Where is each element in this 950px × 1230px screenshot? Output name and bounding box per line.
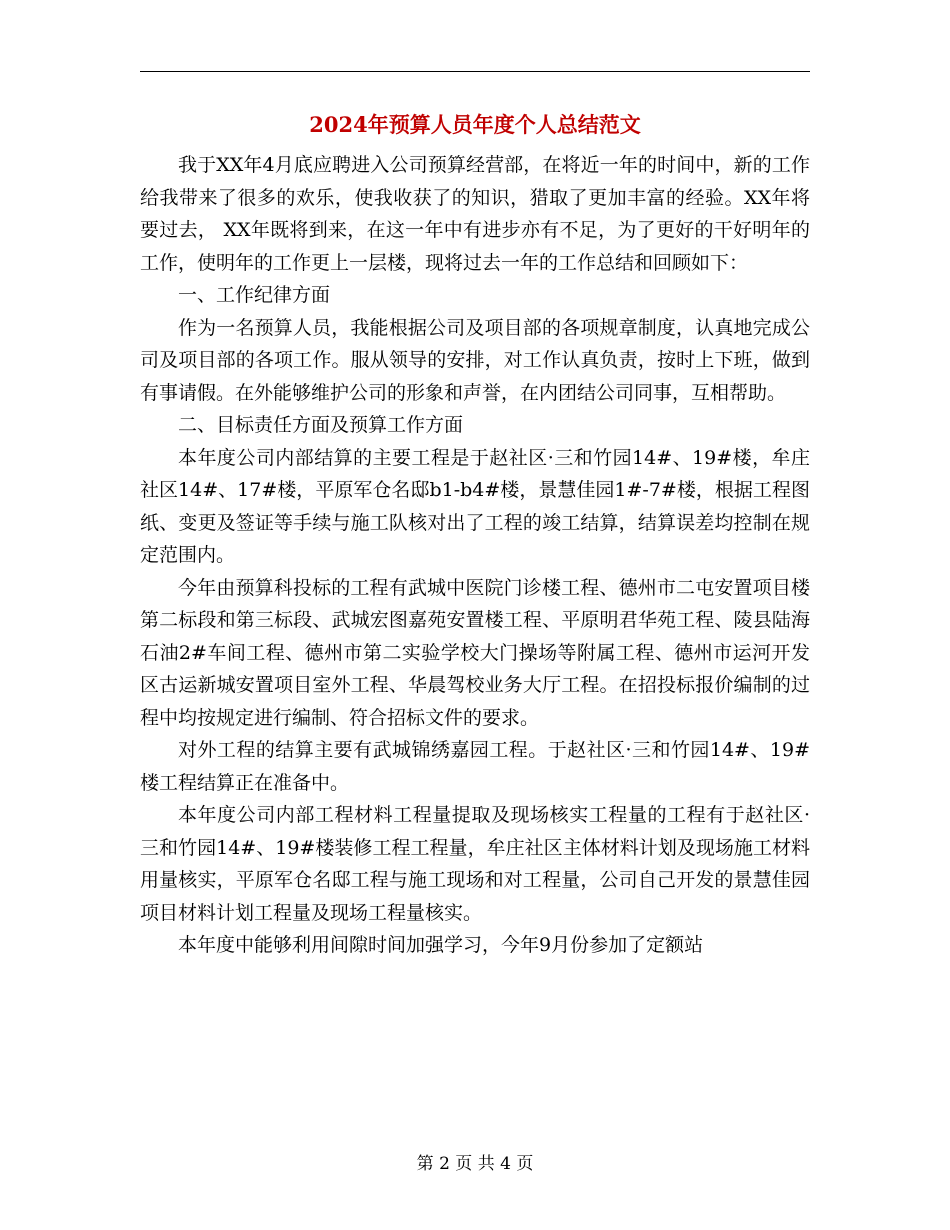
page-footer: 第 2 页 共 4 页 (416, 1154, 534, 1174)
section-heading-target-responsibility: 二、目标责任方面及预算工作方面 (178, 414, 464, 436)
document-title: 2024年预算人员年度个人总结范文 (309, 112, 641, 137)
paragraph-material-quantities: 本年度公司内部工程材料工程量提取及现场核实工程量的工程有于赵社区·三和竹园14#、19#楼装修工程工程量，牟庄社区主体材料计划及现场施工材料用量核实，平原军仓名邸工程与施工现场和对工程量，公司自己开发的景慧佳园项目材料计划工程量及现场工程量核实。 (140, 804, 810, 924)
paragraph-internal-settlement: 本年度公司内部结算的主要工程是于赵社区·三和竹园14#、19#楼，牟庄社区14#、17#楼，平原军仓名邸b1-b4#楼，景慧佳园1#-7#楼，根据工程图纸、变更及签证等手续与施工队核对出了工程的竣工结算，结算误差均控制在规定范围内。 (140, 446, 810, 566)
paragraph-work-discipline: 作为一名预算人员，我能根据公司及项目部的各项规章制度，认真地完成公司及项目部的各项工作。服从领导的安排，对工作认真负责，按时上下班，做到有事请假。在外能够维护公司的形象和声誉，在内团结公司同事，互相帮助。 (140, 316, 810, 404)
header-rule (140, 71, 810, 72)
paragraph-external-settlement: 对外工程的结算主要有武城锦绣嘉园工程。于赵社区·三和竹园14#、19#楼工程结算正在准备中。 (140, 739, 810, 794)
document-body (140, 149, 810, 962)
paragraph-bidding-projects: 今年由预算科投标的工程有武城中医院门诊楼工程、德州市二屯安置项目楼第二标段和第三标段、武城宏图嘉苑安置楼工程、平原明君华苑工程、陵县陆海石油2#车间工程、德州市第二实验学校大门操场等附属工程、德州市运河开发区古运新城安置项目室外工程、华晨驾校业务大厅工程。在招投标报价编制的过程中均按规定进行编制、符合招标文件的要求。 (140, 576, 810, 729)
paragraph-study: 本年度中能够利用间隙时间加强学习，今年9月份参加了定额站 (178, 934, 704, 956)
paragraph-intro: 我于XX年4月底应聘进入公司预算经营部，在将近一年的时间中，新的工作给我带来了很多的欢乐，使我收获了的知识，猎取了更加丰富的经验。XX年将要过去， XX年既将到来，在这一年中有进步亦有不足，为了更好的干好明年的工作，使明年的工作更上一层楼，现将过去一年的工作总结和回顾如下： (140, 154, 810, 274)
section-heading-work-discipline: 一、工作纪律方面 (178, 284, 331, 306)
